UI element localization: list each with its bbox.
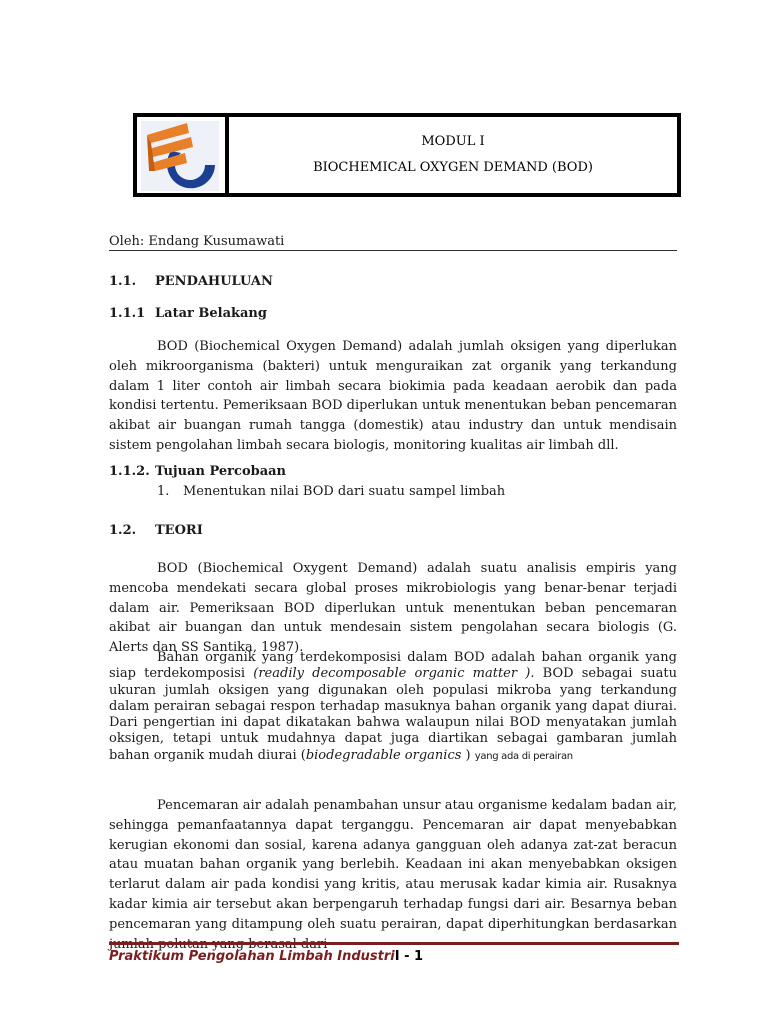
list-item: [157, 484, 505, 499]
institution-logo-icon: [141, 121, 219, 191]
heading-title: Tujuan Percobaan: [155, 464, 287, 479]
heading-title: TEORI: [155, 523, 203, 538]
module-number: MODUL I: [421, 134, 485, 149]
list-item-text: Menentukan nilai BOD dari suatu sampel limbah: [183, 484, 506, 499]
heading-number: 1.1.1: [109, 306, 146, 321]
module-title-cell: [229, 117, 677, 193]
footer-page-number: I - 1: [394, 949, 424, 964]
paragraph-latar-belakang: BOD (Biochemical Oxygen Demand) adalah jumlah oksigen yang diperlukan oleh mikroorganisma (bakteri) untuk menguraikan zat organik yang terkandung dalam 1 liter contoh air limbah secara biokimia pada keadaan aerobik dan pada kondisi tertentu. Pemeriksaan BOD diperlukan untuk menentukan beban pencemaran akibat air buangan rumah tangga (domestik) atau industry dan untuk mendisain sistem pengolahan limbah secara biologis, monitoring kualitas air limbah dll.: [109, 339, 677, 453]
page-footer: [109, 949, 423, 964]
heading-latar-belakang: [109, 306, 267, 321]
heading-number: 1.2.: [109, 523, 137, 538]
heading-teori: [109, 523, 203, 538]
small-text: yang ada di perairan: [474, 750, 573, 762]
heading-number: 1.1.: [109, 274, 137, 289]
heading-number: 1.1.2.: [109, 464, 150, 479]
list-item-number: 1.: [157, 484, 170, 499]
heading-pendahuluan: [109, 274, 273, 289]
italic-term: biodegradable organics: [305, 747, 462, 763]
logo-cell: [137, 117, 229, 193]
heading-title: Latar Belakang: [155, 306, 267, 321]
paragraph-teori-3: Pencemaran air adalah penambahan unsur atau organisme kedalam badan air, sehingga pemanfaatannya dapat terganggu. Pencemaran air dapat menyebabkan kerugian ekonomi dan sosial, karena adanya gangguan oleh adanya zat-zat beracun atau muatan bahan organik yang berlebih. Keadaan ini akan menyebabkan oksigen terlarut dalam air pada kondisi yang kritis, atau merusak kadar kimia air. Rusaknya kadar kimia air tersebut akan berpengaruh terhadap fungsi dari air. Besarnya beban pencemaran yang ditampung oleh suatu perairan, dapat diperhitungkan berdasarkan: [109, 798, 677, 932]
heading-title: PENDAHULUAN: [155, 274, 273, 289]
footer-title: Praktikum Pengolahan Limbah Industri: [109, 949, 395, 964]
heading-tujuan-percobaan: [109, 464, 286, 479]
paragraph-teori-1: BOD (Biochemical Oxygent Demand) adalah suatu analisis empiris yang mencoba mendekati secara global proses mikrobiologis yang benar-benar terjadi dalam air. Pemeriksaan BOD diperlukan untuk menentukan beban pencemaran akibat air buangan dan untuk mendesain sistem pengolahan secara biologis (G. Alerts dan SS Santika, 1987).: [109, 561, 677, 656]
italic-term: (readily decomposable organic matter ).: [253, 666, 535, 682]
paragraph-teori-2: Bahan organik yang terdekomposisi dalam BOD adalah bahan organik yang siap terdekomposisi (readily decomposable organic matter ). BOD sebagai suatu ukuran jumlah oksigen yang digunakan oleh populasi mikroba yang terkandung dalam perairan sebagai respon terhadap masuknya bahan organik yang dapat diurai. Dari pengertian ini dapat dikatakan bahwa walaupun nilai BOD menyatakan jumlah oksigen, tetapi untuk mudahnya dapat juga diartikan sebagai gambaran jumlah bahan organik mudah diurai (biodegradable organics ) yang ada di perairan: [109, 650, 677, 763]
module-title: BIOCHEMICAL OXYGEN DEMAND (BOD): [313, 160, 593, 175]
module-header-box: [133, 113, 681, 197]
footer-rule: [109, 942, 679, 945]
author-line: Oleh: Endang Kusumawati: [109, 234, 677, 251]
